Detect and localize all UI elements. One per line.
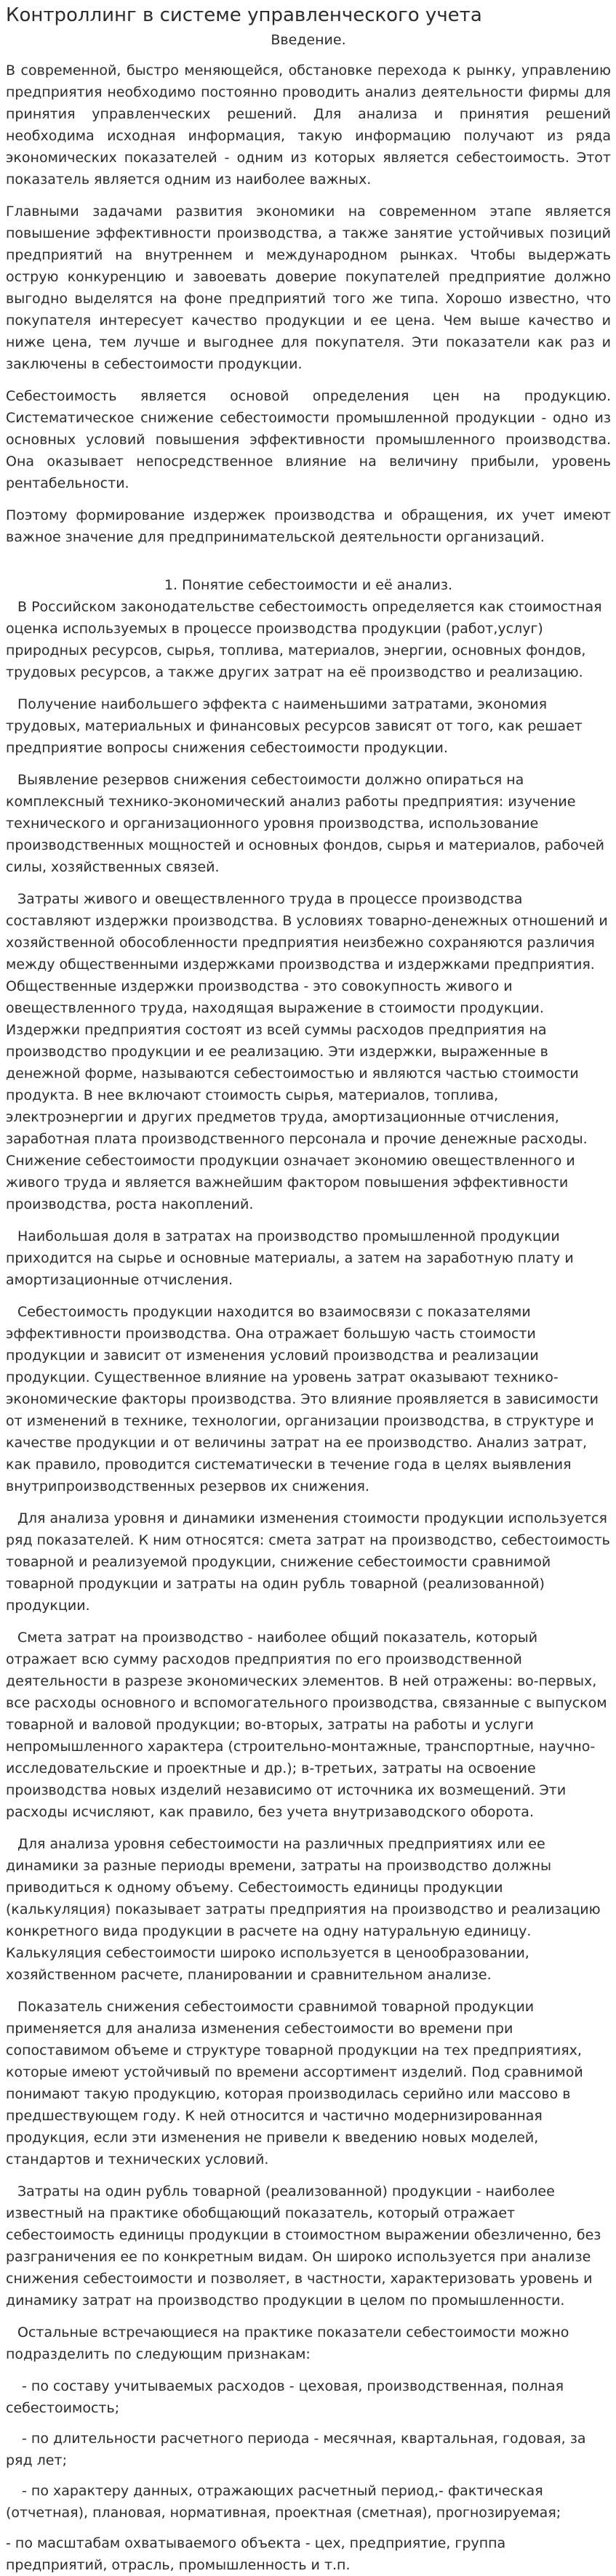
list-item: - по составу учитываемых расходов - цеховая, производственная, полная себестоимость; xyxy=(6,2378,564,2416)
section-paragraph: Смета затрат на производство - наиболее общий показатель, который отражает всю сумму расходов предприятия по его производственной деятельности в разрезе экономических элементов. В ней отражены: во-первых, все расходы основного и вспомогательного производства, связанные с выпуском товарной и валовой продукции; во-вторых, затраты на работы и услуги непромышленного характера (строительно-монтажные, транспортные, научно-исследовательские и проектные и др.); в-третьих, затраты на освоение производства новых изделий независимо от источника их возмещений. Эти расходы исчисляют, как правило, без учета внутризаводского оборота. xyxy=(6,1630,607,1820)
list-item: - по масштабам охватываемого объекта - цех, предприятие, группа предприятий, отрасль, промышленность и т.п. xyxy=(6,2535,506,2573)
intro-paragraph: Себестоимость является основой определения цен на продукцию. Систематическое снижение себестоимости промышленной продукции - одно из основных условий повышения эффективности промышленного производства. Она оказывает непосредственное влияние на величину прибыли, уровень рентабельности. xyxy=(6,388,611,491)
section-paragraph: Получение наибольшего эффекта с наименьшими затратами, экономия трудовых, материальных и финансовых ресурсов зависят от того, как решает предприятие вопросы снижения себестоимости продукции. xyxy=(6,696,583,756)
document-title: Контроллинг в системе управленческого учета xyxy=(6,4,482,26)
section-paragraph: Остальные встречающиеся на практике показатели себестоимости можно подразделить по следующим признакам: xyxy=(6,2325,569,2362)
section-paragraph: Выявление резервов снижения себестоимости должно опираться на комплексный технико-экономический анализ работы предприятия: изучение технического и организационного уровня производства, использование производственных мощностей и основных фондов, сырья и материалов, рабочей силы, хозяйственных связей. xyxy=(6,772,604,875)
list-item: - по длительности расчетного периода - месячная, квартальная, годовая, за ряд лет; xyxy=(6,2431,586,2468)
section-paragraph: В Российском законодательстве себестоимость определяется как стоимостная оценка используемых в процессе производства продукции (работ,услуг) природных ресурсов, сырья, топлива, материалов, энергии, основных фондов, трудовых ресурсов, а также других затрат на её производство и реализацию. xyxy=(6,599,602,680)
section-heading: 1. Понятие себестоимости и её анализ. xyxy=(164,577,453,593)
intro-paragraph: Главными задачами развития экономики на современном этапе является повышение эффективности производства, а также занятие устойчивых позиций предприятий на внутреннем и международном рынках. Чтобы выдержать острую конкуренцию и завоевать доверие покупателей предприятие должно выгодно выделятся на фоне предприятий того же типа. Хорошо известно, что покупателя интересует качество продукции и ее цена. Чем выше качество и ниже цена, тем лучше и выгоднее для покупателя. Эти показатели как раз и заключены в себестоимости продукции. xyxy=(6,204,611,372)
section-paragraph: Затраты на один рубль товарной (реализованной) продукции - наиболее известный на практике обобщающий показатель, который отражает себестоимость единицы продукции в стоимостном выражении обезличенно, без разграничения ее по конкретным видам. Он широко используется при анализе снижения себестоимости и позволяет, в частности, характеризовать уровень и динамику затрат на производство продукции в целом по промышленности. xyxy=(6,2183,601,2309)
section-paragraph: Для анализа уровня себестоимости на различных предприятиях или ее динамики за разные периоды времени, затраты на производство должны приводиться к одному объему. Себестоимость единицы продукции (калькуляция) показывает затраты предприятия на производство и реализацию конкретного вида продукции в расчете на одну натуральную единицу. Калькуляция себестоимости широко используется в ценообразовании, хозяйственном расчете, планировании и сравнительном анализе. xyxy=(6,1836,601,1983)
intro-paragraph: Поэтому формирование издержек производства и обращения, их учет имеют важное значение для предпринимательской деятельности организаций. xyxy=(6,507,611,545)
criteria-list xyxy=(6,2375,611,2576)
list-item: - по характеру данных, отражающих расчетный период,- фактическая (отчетная), плановая, нормативная, проектная (сметная), прогнозируемая; xyxy=(6,2483,561,2521)
section-paragraph: Для анализа уровня и динамики изменения стоимости продукции используется ряд показателей. К ним относятся: смета затрат на производство, себестоимость товарной и реализуемой продукции, снижение себестоимости сравнимой товарной продукции и затраты на один рубль товарной (реализованной) продукции. xyxy=(6,1510,610,1614)
intro-heading: Введение. xyxy=(271,32,346,48)
section-paragraph: Затраты живого и овеществленного труда в процессе производства составляют издержки производства. В условиях товарно-денежных отношений и хозяйственной обособленности предприятия неизбежно сохраняются различия между общественными издержками производства и издержками предприятия. Общественные издержки производства - это совокупность живого и овеществленного труда, находящая выражение в стоимости продукции. Издержки предприятия состоят из всей суммы расходов предприятия на производство продукции и ее реализацию. Эти издержки, выраженные в денежной форме, называются себестоимостью и являются частью стоимости продукта. В нее включают стоимость сырья, материалов, топлива, электроэнергии и других предметов труда, амортизационные отчисления, заработная плата производственного персонала и прочие денежные расходы. Снижение себестоимости продукции означает экономию овеществленного и живого труда и является важнейшим фактором повышения эффективности производства, роста накоплений. xyxy=(6,891,608,1212)
section-paragraph: Себестоимость продукции находится во взаимосвязи с показателями эффективности производства. Она отражает большую часть стоимости продукции и зависит от изменения условий производства и реализации продукции. Существенное влияние на уровень затрат оказывают технико-экономические факторы производства. Это влияние проявляется в зависимости от изменений в технике, технологии, организации производства, в структуре и качестве продукции и от величины затрат на ее производство. Анализ затрат, как правило, проводится систематически в течение года в целях выявления внутрипроизводственных резервов их снижения. xyxy=(6,1304,599,1494)
section-paragraph: Наибольшая доля в затратах на производство промышленной продукции приходится на сырье и основные материалы, а затем на заработную плату и амортизационные отчисления. xyxy=(6,1228,574,1288)
section-paragraph: Показатель снижения себестоимости сравнимой товарной продукции применяется для анализа изменения себестоимости во времени при сопоставимом объеме и структуре товарной продукции на тех предприятиях, которые имеют устойчивый по времени ассортимент изделий. Под сравнимой понимают такую продукцию, которая производилась серийно или массово в предшествующем году. К ней относится и частично модернизированная продукция, если эти изменения не привели к введению новых моделей, стандартов и технических условий. xyxy=(6,1999,583,2168)
intro-paragraph: В современной, быстро меняющейся, обстановке перехода к рынку, управлению предприятия необходимо постоянно проводить анализ деятельности фирмы для принятия управленческих решений. Для анализа и принятия решений необходима исходная информация, такую информацию получают из ряда экономических показателей - одним из которых является себестоимость. Этот показатель является одним из наиболее важных. xyxy=(6,63,611,188)
